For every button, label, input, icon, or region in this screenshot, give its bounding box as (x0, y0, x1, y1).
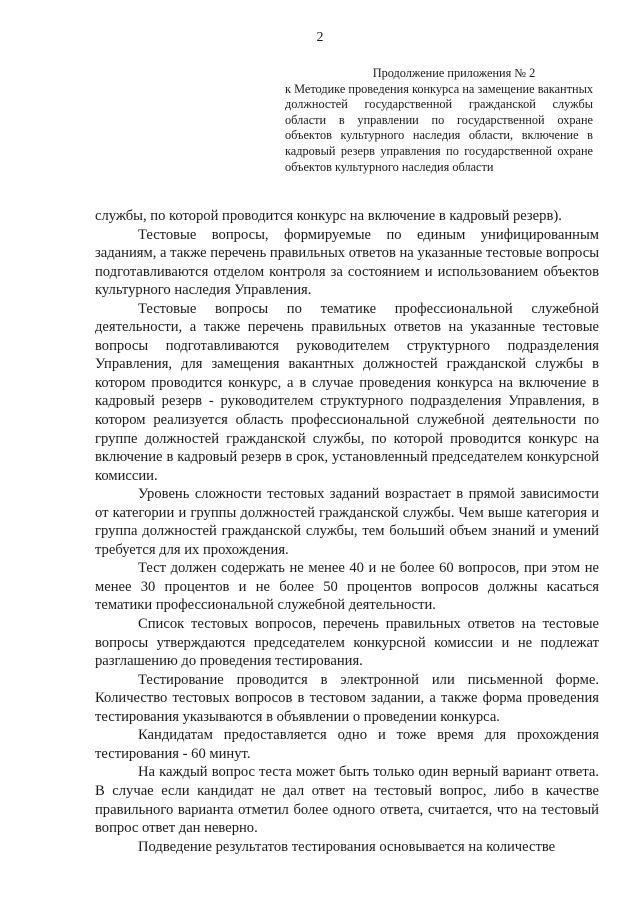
paragraph: На каждый вопрос теста может быть только один верный вариант ответа. В случае если кандидат не дал ответ на тестовый вопрос, либо в качестве правильного варианта отметил более одного ответа, считается, что на тестовый вопрос ответ дан неверно. (95, 764, 599, 837)
appendix-header (285, 66, 593, 175)
document-body (95, 207, 599, 856)
paragraph: Список тестовых вопросов, перечень правильных ответов на тестовые вопросы утверждаются председателем конкурсной комиссии и не подлежат разглашению до проведения тестирования. (95, 616, 599, 670)
appendix-title: Продолжение приложения № 2 (372, 66, 536, 80)
paragraph: Подведение результатов тестирования основывается на количестве (138, 838, 556, 855)
paragraph: Тестирование проводится в электронной или письменной форме. Количество тестовых вопросов в тестовом задании, а также форма проведения тестирования указываются в объявлении о проведении конкурса. (95, 671, 599, 725)
appendix-reference: к Методике проведения конкурса на замещение вакантных должностей государственной гражданской службы области в управлении по государственной охране объектов культурного наследия области, включение в кадровый резерв управления по государственной охране объектов культурного наследия области (285, 81, 593, 174)
paragraph: Тестовые вопросы по тематике профессиональной служебной деятельности, а также перечень правильных ответов на указанные тестовые вопросы подготавливаются руководителем структурного подразделения Управления, для замещения вакантных должностей гражданской службы в котором проводится конкурс, а в случае проведения конкурса на включение в кадровый резерв - руководителем структурного подразделения Управления, в котором реализуется область профессиональной служебной деятельности по группе должностей гражданской службы, по которой проводится конкурс на включение в кадровый резерв в срок, установленный председателем конкурсной комиссии. (95, 300, 599, 484)
paragraph: Тест должен содержать не менее 40 и не более 60 вопросов, при этом не менее 30 процентов и не более 50 процентов вопросов должны касаться тематики профессиональной служебной деятельности. (95, 560, 599, 614)
page-number: 2 (316, 30, 324, 45)
paragraph: Уровень сложности тестовых заданий возрастает в прямой зависимости от категории и группы должностей гражданской службы. Чем выше категория и группа должностей гражданской службы, тем больший объем знаний и умений требуется для их прохождения. (95, 486, 599, 558)
paragraph-continuation: службы, по которой проводится конкурс на включение в кадровый резерв). (95, 208, 562, 224)
paragraph: Кандидатам предоставляется одно и тоже время для прохождения тестирования - 60 минут. (95, 727, 599, 762)
paragraph: Тестовые вопросы, формируемые по единым унифицированным заданиям, а также перечень правильных ответов на указанные тестовые вопросы подготавливаются отделом контроля за состоянием и использованием объектов культурного наследия Управления. (95, 226, 599, 299)
